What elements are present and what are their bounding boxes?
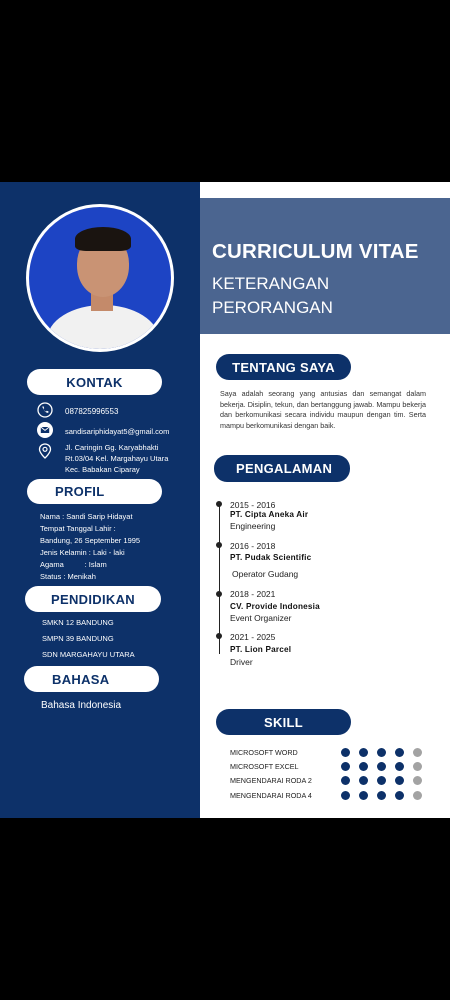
- profil-birth-label: Tempat Tanggal Lahir :: [40, 524, 116, 533]
- skill-dot: [413, 762, 422, 771]
- timeline-line: [219, 504, 220, 654]
- profil-birth-value: Bandung, 26 September 1995: [40, 536, 141, 545]
- skill-dot: [359, 791, 368, 800]
- job-1-period: 2015 - 2016: [230, 500, 276, 510]
- tentang-heading: TENTANG SAYA: [216, 354, 351, 380]
- skill-dot: [377, 762, 386, 771]
- kontak-heading: KONTAK: [27, 369, 162, 395]
- job-2-period: 2016 - 2018: [230, 541, 276, 551]
- skill-dot: [395, 776, 404, 785]
- profil-gender: Jenis Kelamin : Laki - laki: [40, 548, 125, 557]
- job-2-company: PT. Pudak Scientific: [230, 553, 312, 562]
- bahasa-heading: BAHASA: [24, 666, 159, 692]
- school-1: SMKN 12 BANDUNG: [42, 618, 114, 627]
- address-line-1: Jl. Caringin Gg. Karyabhakti: [65, 443, 159, 452]
- bahasa-value: Bahasa Indonesia: [41, 700, 122, 711]
- job-4-role: Driver: [230, 657, 253, 667]
- job-1-company: PT. Cipta Aneka Air: [230, 510, 309, 519]
- profile-photo: [26, 204, 174, 352]
- skill-4-name: MENGENDARAI RODA 4: [230, 791, 312, 800]
- timeline-dot: [216, 633, 222, 639]
- timeline-dot: [216, 542, 222, 548]
- skill-dot: [359, 762, 368, 771]
- timeline-dot: [216, 591, 222, 597]
- skill-3-name: MENGENDARAI RODA 2: [230, 776, 312, 785]
- job-2-role: Operator Gudang: [232, 569, 299, 579]
- phone-number: 087825996553: [65, 407, 119, 416]
- school-3: SDN MARGAHAYU UTARA: [42, 650, 135, 659]
- pendidikan-heading: PENDIDIKAN: [25, 586, 161, 612]
- job-3-period: 2018 - 2021: [230, 589, 276, 599]
- tentang-text: Saya adalah seorang yang antusias dan semangat dalam bekerja. Disiplin, tekun, dan bertanggung jawab. Mampu bekerja dan berkomunikasi secara individu maupun dengan tim. Serta mampu berkomunikasi dengan baik.: [220, 389, 426, 430]
- skill-dot: [413, 791, 422, 800]
- job-4-company: PT. Lion Parcel: [230, 645, 292, 654]
- skill-dot: [359, 776, 368, 785]
- job-3-role: Event Organizer: [230, 613, 292, 623]
- skill-heading: SKILL: [216, 709, 351, 735]
- profil-religion: Agama : Islam: [40, 560, 107, 569]
- phone-icon: [37, 402, 53, 418]
- profil-status: Status : Menikah: [40, 572, 96, 581]
- skill-dot: [377, 791, 386, 800]
- skill-dot: [395, 762, 404, 771]
- skill-dot: [359, 748, 368, 757]
- email-address: sandisariphidayat5@gmail.com: [65, 427, 170, 436]
- skill-dot: [377, 748, 386, 757]
- timeline-dot: [216, 501, 222, 507]
- profil-name: Nama : Sandi Sarip Hidayat: [40, 512, 133, 521]
- mail-icon: [37, 422, 53, 438]
- address-line-2: Rt.03/04 Kel. Margahayu Utara: [65, 454, 169, 463]
- address-line-3: Kec. Babakan Ciparay: [65, 465, 140, 474]
- skill-dot: [341, 776, 350, 785]
- skill-dot: [341, 791, 350, 800]
- skill-1-name: MICROSOFT WORD: [230, 748, 298, 757]
- job-3-company: CV. Provide Indonesia: [230, 602, 320, 611]
- cv-subtitle: KETERANGAN PERORANGAN: [212, 274, 333, 317]
- skill-dot: [413, 748, 422, 757]
- skill-dot: [377, 776, 386, 785]
- job-1-role: Engineering: [230, 521, 276, 531]
- job-4-period: 2021 - 2025: [230, 632, 276, 642]
- skill-dot: [341, 762, 350, 771]
- location-icon: [38, 443, 52, 459]
- skill-dot: [395, 791, 404, 800]
- skill-2-name: MICROSOFT EXCEL: [230, 762, 299, 771]
- cv-title: CURRICULUM VITAE: [212, 240, 419, 263]
- skill-dot: [413, 776, 422, 785]
- profil-heading: PROFIL: [27, 479, 162, 504]
- cv-page: [0, 182, 450, 818]
- school-2: SMPN 39 BANDUNG: [42, 634, 114, 643]
- skill-dot: [395, 748, 404, 757]
- skill-dot: [341, 748, 350, 757]
- pengalaman-heading: PENGALAMAN: [214, 455, 350, 482]
